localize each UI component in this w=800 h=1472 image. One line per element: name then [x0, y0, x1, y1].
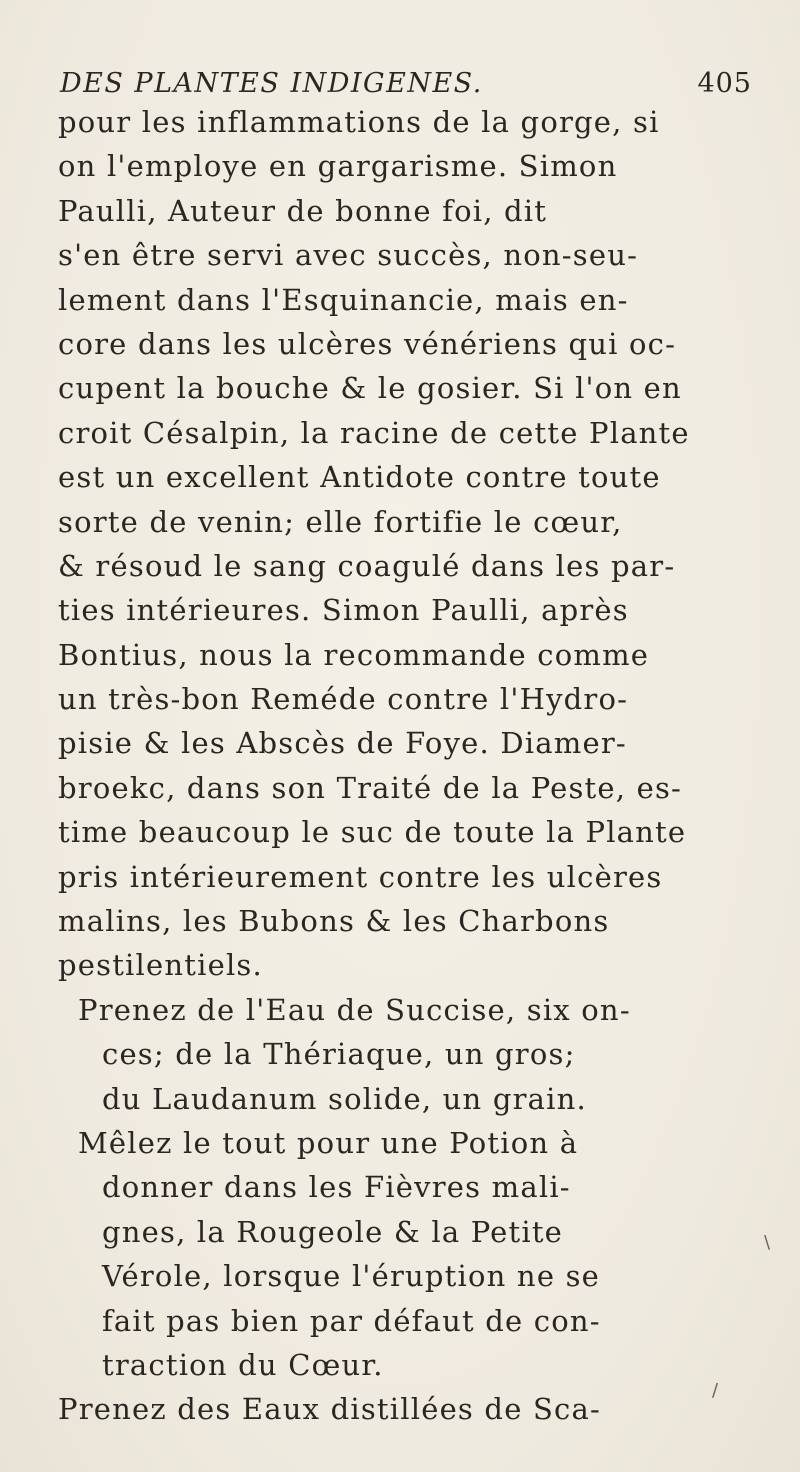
recipe-line: ces; de la Thériaque, un gros;: [102, 1037, 576, 1072]
text-line: & résoud le sang coagulé dans les par-: [58, 548, 676, 583]
text-line: pour les inflammations de la gorge, si: [58, 105, 660, 139]
recipe-line: du Laudanum solide, un grain.: [102, 1081, 587, 1116]
text-line: un très-bon Reméde contre l'Hydro-: [58, 682, 629, 717]
body-text: [58, 100, 758, 1432]
text-line: s'en être servi avec succès, non-seu-: [58, 238, 639, 273]
text-line: Prenez des Eaux distillées de Sca-: [58, 1392, 601, 1427]
instruction-line: Mêlez le tout pour une Potion à: [78, 1125, 579, 1160]
instruction-line: gnes, la Rougeole & la Petite: [102, 1214, 564, 1249]
text-line: malins, les Bubons & les Charbons: [58, 904, 610, 939]
text-line: pris intérieurement contre les ulcères: [58, 859, 663, 894]
text-line: lement dans l'Esquinancie, mais en-: [58, 282, 629, 317]
recipe-line: Prenez de l'Eau de Succise, six on-: [78, 992, 631, 1027]
text-line: sorte de venin; elle fortifie le cœur,: [58, 504, 623, 539]
text-line: core dans les ulcères vénériens qui oc-: [58, 326, 677, 361]
running-title: DES PLANTES INDIGENES.: [60, 68, 483, 99]
instruction-line: fait pas bien par défaut de con-: [102, 1303, 601, 1338]
text-line: time beaucoup le suc de toute la Plante: [58, 815, 687, 850]
instruction-line: traction du Cœur.: [102, 1347, 384, 1382]
text-line: Paulli, Auteur de bonne foi, dit: [58, 193, 548, 228]
text-line: ties intérieures. Simon Paulli, après: [58, 593, 629, 628]
text-line: on l'employe en gargarisme. Simon: [58, 149, 618, 184]
text-line: est un excellent Antidote contre toute: [58, 460, 661, 495]
instruction-line: Vérole, lorsque l'éruption ne se: [102, 1259, 601, 1294]
text-line: pestilentiels.: [58, 948, 263, 983]
text-line: cupent la bouche & le gosier. Si l'on en: [58, 371, 682, 406]
text-line: pisie & les Abscès de Foye. Diamer-: [58, 726, 627, 761]
margin-mark: /: [712, 1380, 719, 1401]
page-number: 405: [697, 68, 752, 99]
instruction-line: donner dans les Fièvres mali-: [102, 1170, 571, 1205]
text-line: broekc, dans son Traité de la Peste, es-: [58, 770, 683, 805]
text-line: Bontius, nous la recommande comme: [58, 637, 650, 672]
margin-mark: \: [764, 1232, 771, 1253]
text-line: croit Césalpin, la racine de cette Plante: [58, 415, 690, 450]
